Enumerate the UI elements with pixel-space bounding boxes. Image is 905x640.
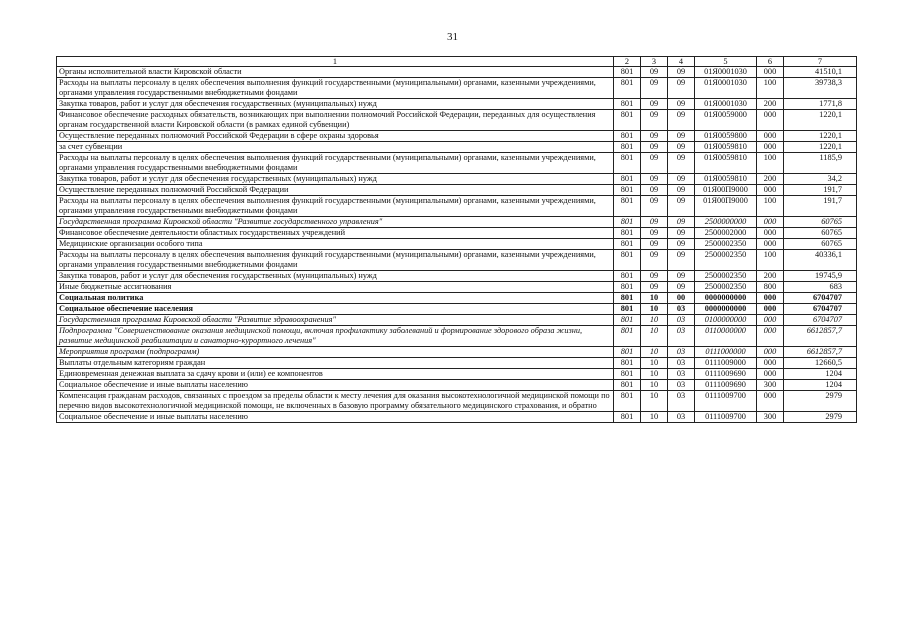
cell-amount: 1204 — [784, 369, 857, 380]
budget-table — [56, 56, 857, 423]
table-row — [57, 174, 857, 185]
cell-target-article: 01Я0059000 — [695, 110, 757, 131]
cell-subsection-code: 09 — [668, 185, 695, 196]
cell-section-code: 09 — [641, 282, 668, 293]
cell-item-name: Осуществление переданных полномочий Российской Федерации — [57, 185, 614, 196]
table-row — [57, 78, 857, 99]
cell-subsection-code: 09 — [668, 110, 695, 131]
cell-ministry-code: 801 — [614, 217, 641, 228]
table-row — [57, 369, 857, 380]
cell-amount: 19745,9 — [784, 271, 857, 282]
cell-target-article: 0000000000 — [695, 293, 757, 304]
cell-item-name: Выплаты отдельным категориям граждан — [57, 358, 614, 369]
table-row — [57, 239, 857, 250]
cell-ministry-code: 801 — [614, 174, 641, 185]
cell-section-code: 09 — [641, 217, 668, 228]
cell-target-article: 01Я0001030 — [695, 67, 757, 78]
cell-subsection-code: 09 — [668, 174, 695, 185]
table-row — [57, 326, 857, 347]
table-body — [57, 67, 857, 423]
cell-item-name: Государственная программа Кировской области "Развитие здравоохранения" — [57, 315, 614, 326]
cell-target-article: 01Я00П9000 — [695, 185, 757, 196]
cell-item-name: Расходы на выплаты персоналу в целях обеспечения выполнения функций государственными (муниципальными) органами, казенными учреждениями, органами управления государственными внебюджетными фондами — [57, 78, 614, 99]
cell-ministry-code: 801 — [614, 304, 641, 315]
cell-section-code: 09 — [641, 271, 668, 282]
cell-target-article: 01Я0059800 — [695, 131, 757, 142]
cell-expense-type: 100 — [757, 78, 784, 99]
cell-ministry-code: 801 — [614, 131, 641, 142]
cell-subsection-code: 09 — [668, 271, 695, 282]
cell-target-article: 01Я0001030 — [695, 78, 757, 99]
header-col-7: 7 — [784, 57, 857, 67]
cell-section-code: 10 — [641, 380, 668, 391]
cell-expense-type: 000 — [757, 369, 784, 380]
cell-amount: 1220,1 — [784, 131, 857, 142]
cell-target-article: 2500002350 — [695, 271, 757, 282]
cell-ministry-code: 801 — [614, 326, 641, 347]
cell-section-code: 09 — [641, 174, 668, 185]
cell-ministry-code: 801 — [614, 185, 641, 196]
cell-target-article: 01Я0001030 — [695, 99, 757, 110]
cell-section-code: 09 — [641, 99, 668, 110]
cell-subsection-code: 09 — [668, 142, 695, 153]
cell-subsection-code: 09 — [668, 131, 695, 142]
cell-expense-type: 000 — [757, 326, 784, 347]
cell-target-article: 0110000000 — [695, 326, 757, 347]
cell-target-article: 2500002350 — [695, 282, 757, 293]
cell-expense-type: 000 — [757, 347, 784, 358]
cell-target-article: 0000000000 — [695, 304, 757, 315]
header-col-5: 5 — [695, 57, 757, 67]
cell-item-name: Социальное обеспечение населения — [57, 304, 614, 315]
cell-subsection-code: 09 — [668, 217, 695, 228]
table-row — [57, 293, 857, 304]
cell-amount: 6704707 — [784, 304, 857, 315]
cell-target-article: 0111009000 — [695, 358, 757, 369]
cell-subsection-code: 03 — [668, 358, 695, 369]
cell-amount: 60765 — [784, 239, 857, 250]
cell-section-code: 10 — [641, 326, 668, 347]
cell-subsection-code: 00 — [668, 293, 695, 304]
cell-target-article: 0111009690 — [695, 369, 757, 380]
cell-ministry-code: 801 — [614, 250, 641, 271]
cell-expense-type: 000 — [757, 239, 784, 250]
cell-subsection-code: 09 — [668, 78, 695, 99]
header-col-6: 6 — [757, 57, 784, 67]
cell-ministry-code: 801 — [614, 110, 641, 131]
cell-ministry-code: 801 — [614, 282, 641, 293]
table-row — [57, 347, 857, 358]
table-row — [57, 196, 857, 217]
table-row — [57, 228, 857, 239]
cell-target-article: 0100000000 — [695, 315, 757, 326]
cell-section-code: 09 — [641, 78, 668, 99]
cell-expense-type: 200 — [757, 271, 784, 282]
cell-section-code: 09 — [641, 153, 668, 174]
cell-item-name: Компенсация гражданам расходов, связанных с проездом за пределы области к месту лечения для оказания высокотехнологичной медицинской помощи по перечню видов высокотехнологичной медицинской помощи, не включенных в базовую программу обязательного медицинского страхования, и обратно — [57, 391, 614, 412]
cell-amount: 1220,1 — [784, 142, 857, 153]
table-row — [57, 131, 857, 142]
cell-subsection-code: 03 — [668, 326, 695, 347]
cell-target-article: 01Я00П9000 — [695, 196, 757, 217]
header-row — [57, 57, 857, 67]
cell-ministry-code: 801 — [614, 315, 641, 326]
cell-subsection-code: 09 — [668, 196, 695, 217]
cell-ministry-code: 801 — [614, 228, 641, 239]
cell-amount: 34,2 — [784, 174, 857, 185]
cell-section-code: 09 — [641, 185, 668, 196]
cell-amount: 1220,1 — [784, 110, 857, 131]
table-row — [57, 304, 857, 315]
cell-amount: 6704707 — [784, 293, 857, 304]
cell-section-code: 09 — [641, 250, 668, 271]
cell-subsection-code: 09 — [668, 153, 695, 174]
cell-subsection-code: 03 — [668, 347, 695, 358]
cell-item-name: Осуществление переданных полномочий Российской Федерации в сфере охраны здоровья — [57, 131, 614, 142]
cell-section-code: 09 — [641, 142, 668, 153]
cell-item-name: Социальное обеспечение и иные выплаты населению — [57, 412, 614, 423]
cell-section-code: 10 — [641, 369, 668, 380]
cell-expense-type: 000 — [757, 293, 784, 304]
cell-target-article: 01Я0059810 — [695, 142, 757, 153]
cell-item-name: Иные бюджетные ассигнования — [57, 282, 614, 293]
cell-item-name: Расходы на выплаты персоналу в целях обеспечения выполнения функций государственными (муниципальными) органами, казенными учреждениями, органами управления государственными внебюджетными фондами — [57, 196, 614, 217]
cell-expense-type: 300 — [757, 412, 784, 423]
cell-expense-type: 000 — [757, 391, 784, 412]
cell-expense-type: 100 — [757, 250, 784, 271]
cell-expense-type: 200 — [757, 174, 784, 185]
cell-expense-type: 000 — [757, 110, 784, 131]
cell-section-code: 09 — [641, 196, 668, 217]
cell-ministry-code: 801 — [614, 99, 641, 110]
cell-amount: 191,7 — [784, 196, 857, 217]
cell-expense-type: 000 — [757, 67, 784, 78]
cell-expense-type: 000 — [757, 304, 784, 315]
cell-target-article: 01Я0059810 — [695, 174, 757, 185]
cell-amount: 1185,9 — [784, 153, 857, 174]
cell-amount: 191,7 — [784, 185, 857, 196]
cell-section-code: 10 — [641, 412, 668, 423]
cell-item-name: Закупка товаров, работ и услуг для обеспечения государственных (муниципальных) нужд — [57, 271, 614, 282]
cell-amount: 683 — [784, 282, 857, 293]
cell-section-code: 09 — [641, 239, 668, 250]
cell-expense-type: 000 — [757, 228, 784, 239]
cell-section-code: 10 — [641, 293, 668, 304]
cell-section-code: 09 — [641, 110, 668, 131]
cell-expense-type: 200 — [757, 99, 784, 110]
cell-subsection-code: 09 — [668, 67, 695, 78]
table-row — [57, 250, 857, 271]
cell-ministry-code: 801 — [614, 391, 641, 412]
cell-ministry-code: 801 — [614, 271, 641, 282]
table-row — [57, 282, 857, 293]
cell-item-name: Подпрограмма "Совершенствование оказания медицинской помощи, включая профилактику заболеваний и формирование здорового образа жизни, развитие медицинской реабилитации и санаторно-курортного лечения" — [57, 326, 614, 347]
cell-target-article: 2500002350 — [695, 250, 757, 271]
cell-amount: 41510,1 — [784, 67, 857, 78]
cell-item-name: за счет субвенции — [57, 142, 614, 153]
cell-target-article: 2500002000 — [695, 228, 757, 239]
cell-section-code: 09 — [641, 67, 668, 78]
cell-amount: 1204 — [784, 380, 857, 391]
table-row — [57, 315, 857, 326]
cell-ministry-code: 801 — [614, 347, 641, 358]
table-row — [57, 271, 857, 282]
cell-target-article: 2500002350 — [695, 239, 757, 250]
cell-expense-type: 300 — [757, 380, 784, 391]
cell-ministry-code: 801 — [614, 380, 641, 391]
cell-ministry-code: 801 — [614, 412, 641, 423]
cell-expense-type: 000 — [757, 315, 784, 326]
cell-item-name: Финансовое обеспечение деятельности областных государственных учреждений — [57, 228, 614, 239]
cell-ministry-code: 801 — [614, 196, 641, 217]
header-col-3: 3 — [641, 57, 668, 67]
cell-item-name: Органы исполнительной власти Кировской области — [57, 67, 614, 78]
table-row — [57, 142, 857, 153]
cell-target-article: 0111009700 — [695, 391, 757, 412]
cell-subsection-code: 09 — [668, 228, 695, 239]
cell-expense-type: 000 — [757, 185, 784, 196]
cell-item-name: Финансовое обеспечение расходных обязательств, возникающих при выполнении полномочий Российской Федерации, переданных для осуществления органам государственной власти Кировской области (в рамках единой субвенции) — [57, 110, 614, 131]
cell-item-name: Расходы на выплаты персоналу в целях обеспечения выполнения функций государственными (муниципальными) органами, казенными учреждениями, органами управления государственными внебюджетными фондами — [57, 250, 614, 271]
cell-ministry-code: 801 — [614, 142, 641, 153]
cell-section-code: 10 — [641, 347, 668, 358]
cell-subsection-code: 03 — [668, 315, 695, 326]
cell-subsection-code: 03 — [668, 369, 695, 380]
cell-ministry-code: 801 — [614, 369, 641, 380]
table-row — [57, 412, 857, 423]
cell-subsection-code: 03 — [668, 412, 695, 423]
cell-item-name: Медицинские организации особого типа — [57, 239, 614, 250]
cell-item-name: Закупка товаров, работ и услуг для обеспечения государственных (муниципальных) нужд — [57, 99, 614, 110]
cell-amount: 1771,8 — [784, 99, 857, 110]
cell-ministry-code: 801 — [614, 358, 641, 369]
cell-target-article: 0111009690 — [695, 380, 757, 391]
cell-ministry-code: 801 — [614, 67, 641, 78]
cell-expense-type: 000 — [757, 217, 784, 228]
header-col-1: 1 — [57, 57, 614, 67]
cell-ministry-code: 801 — [614, 153, 641, 174]
cell-amount: 6612857,7 — [784, 347, 857, 358]
cell-section-code: 10 — [641, 391, 668, 412]
header-col-2: 2 — [614, 57, 641, 67]
cell-expense-type: 000 — [757, 358, 784, 369]
cell-section-code: 09 — [641, 131, 668, 142]
cell-section-code: 10 — [641, 358, 668, 369]
cell-ministry-code: 801 — [614, 239, 641, 250]
cell-subsection-code: 03 — [668, 380, 695, 391]
cell-ministry-code: 801 — [614, 293, 641, 304]
cell-target-article: 0111009700 — [695, 412, 757, 423]
table-row — [57, 99, 857, 110]
cell-subsection-code: 09 — [668, 250, 695, 271]
cell-section-code: 09 — [641, 228, 668, 239]
cell-expense-type: 100 — [757, 196, 784, 217]
cell-target-article: 0111000000 — [695, 347, 757, 358]
cell-item-name: Государственная программа Кировской области "Развитие государственного управления" — [57, 217, 614, 228]
cell-amount: 6704707 — [784, 315, 857, 326]
cell-section-code: 10 — [641, 304, 668, 315]
page-number: 31 — [447, 31, 458, 43]
cell-target-article: 2500000000 — [695, 217, 757, 228]
cell-item-name: Социальная политика — [57, 293, 614, 304]
table-row — [57, 358, 857, 369]
cell-expense-type: 000 — [757, 131, 784, 142]
cell-item-name: Мероприятия программ (подпрограмм) — [57, 347, 614, 358]
cell-section-code: 10 — [641, 315, 668, 326]
cell-ministry-code: 801 — [614, 78, 641, 99]
cell-item-name: Социальное обеспечение и иные выплаты населению — [57, 380, 614, 391]
cell-amount: 12660,5 — [784, 358, 857, 369]
cell-item-name: Закупка товаров, работ и услуг для обеспечения государственных (муниципальных) нужд — [57, 174, 614, 185]
cell-subsection-code: 03 — [668, 391, 695, 412]
cell-expense-type: 800 — [757, 282, 784, 293]
table-row — [57, 67, 857, 78]
cell-amount: 40336,1 — [784, 250, 857, 271]
cell-amount: 6612857,7 — [784, 326, 857, 347]
cell-subsection-code: 09 — [668, 239, 695, 250]
table-row — [57, 153, 857, 174]
table-row — [57, 185, 857, 196]
cell-amount: 2979 — [784, 412, 857, 423]
cell-expense-type: 100 — [757, 153, 784, 174]
cell-item-name: Расходы на выплаты персоналу в целях обеспечения выполнения функций государственными (муниципальными) органами, казенными учреждениями, органами управления государственными внебюджетными фондами — [57, 153, 614, 174]
header-col-4: 4 — [668, 57, 695, 67]
cell-target-article: 01Я0059810 — [695, 153, 757, 174]
cell-amount: 39738,3 — [784, 78, 857, 99]
cell-amount: 60765 — [784, 217, 857, 228]
table-row — [57, 380, 857, 391]
cell-expense-type: 000 — [757, 142, 784, 153]
table-row — [57, 391, 857, 412]
cell-subsection-code: 09 — [668, 282, 695, 293]
cell-amount: 2979 — [784, 391, 857, 412]
table-row — [57, 110, 857, 131]
cell-subsection-code: 03 — [668, 304, 695, 315]
cell-subsection-code: 09 — [668, 99, 695, 110]
cell-item-name: Единовременная денежная выплата за сдачу крови и (или) ее компонентов — [57, 369, 614, 380]
cell-amount: 60765 — [784, 228, 857, 239]
table-row — [57, 217, 857, 228]
